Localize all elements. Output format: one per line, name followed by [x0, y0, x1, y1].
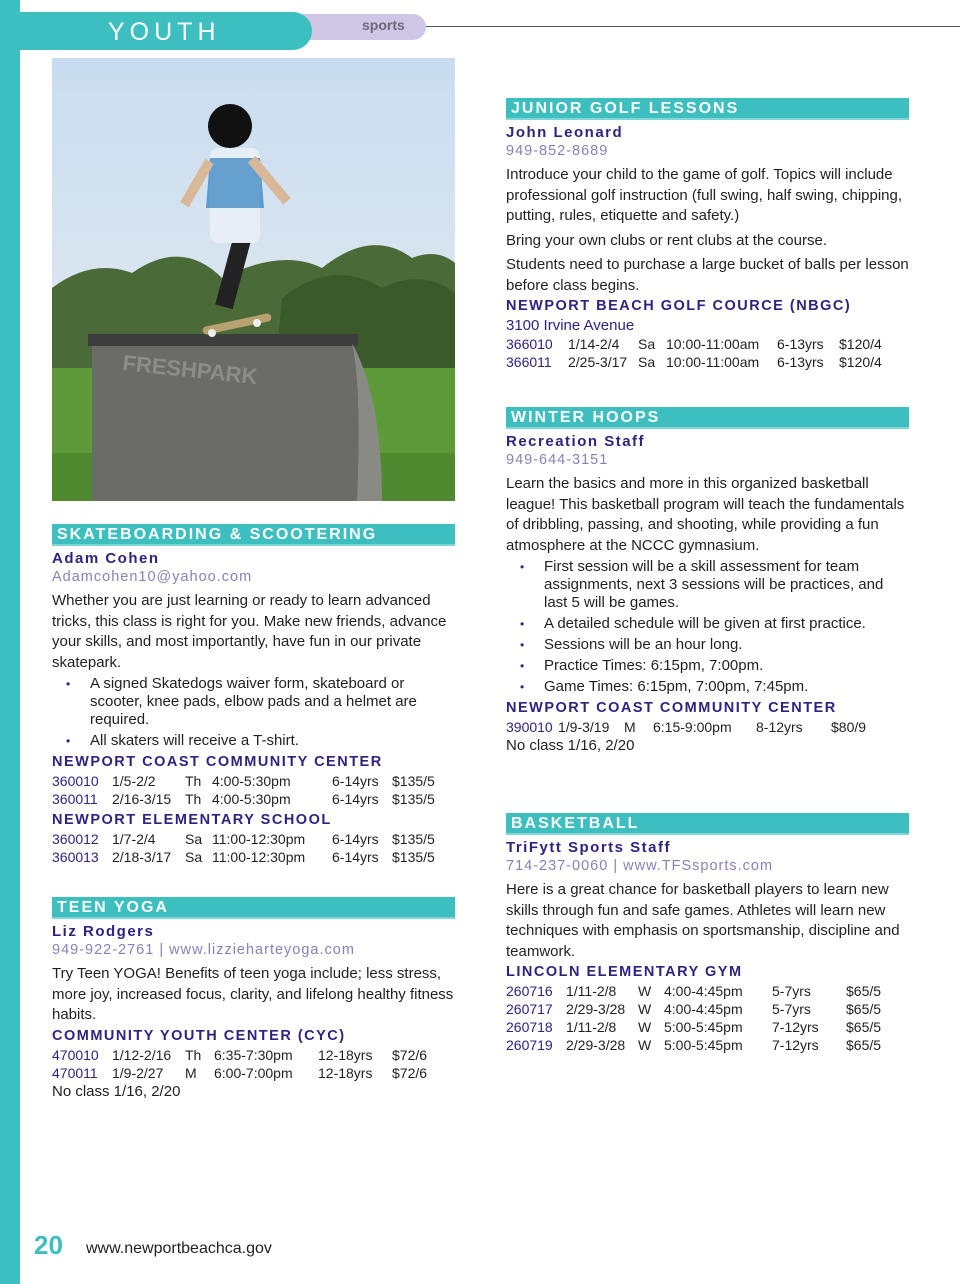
class-dates: 1/11-2/8	[566, 983, 617, 999]
class-code[interactable]: 470011	[52, 1064, 98, 1081]
list-item: • A detailed schedule will be given at first practice.	[506, 615, 909, 633]
class-time: 5:00-5:45pm	[664, 1037, 743, 1053]
class-day: M	[185, 1064, 197, 1081]
class-code[interactable]: 260719	[506, 1037, 553, 1053]
class-description: Try Teen YOGA! Benefits of teen yoga include; less stress, more joy, increased focus, clarity, and lifelong healthy fitness habits.	[52, 965, 454, 1023]
requirements-list	[52, 675, 455, 750]
schedule-note: No class 1/16, 2/20	[52, 1082, 181, 1100]
class-code[interactable]: 260716	[506, 983, 553, 999]
class-dates: 1/9-2/27	[112, 1064, 164, 1081]
class-fee: $135/5	[392, 773, 435, 789]
class-day: Sa	[638, 354, 656, 370]
list-item: • Practice Times: 6:15pm, 7:00pm.	[506, 657, 909, 675]
skateboarder-photo	[52, 58, 455, 501]
class-code[interactable]: 390010	[506, 719, 553, 735]
class-time: 10:00-11:00am	[666, 354, 760, 370]
class-day: Sa	[185, 849, 203, 865]
class-code[interactable]: 360010	[52, 773, 99, 789]
class-age: 6-13yrs	[777, 354, 824, 370]
list-item: • All skaters will receive a T-shirt.	[52, 732, 455, 750]
class-dates: 1/9-3/19	[558, 719, 610, 735]
teen-yoga-section	[52, 897, 455, 1101]
instructor-contact[interactable]: 949-922-2761 | www.lizzieharteyoga.com	[52, 942, 355, 958]
section-title: SKATEBOARDING & SCOOTERING	[52, 524, 455, 546]
schedule-row	[506, 335, 909, 353]
class-time: 4:00-5:30pm	[212, 773, 291, 789]
class-time: 6:15-9:00pm	[653, 719, 732, 735]
left-color-band	[0, 0, 20, 1284]
class-fee: $72/6	[392, 1064, 428, 1081]
schedule-row	[506, 982, 909, 1000]
class-time: 5:00-5:45pm	[664, 1019, 743, 1035]
class-day: Th	[185, 791, 202, 807]
class-dates: 2/25-3/17	[568, 354, 628, 370]
class-fee: $120/4	[839, 354, 882, 370]
section-title: TEEN YOGA	[52, 897, 455, 919]
schedule-row	[506, 1018, 909, 1036]
class-fee: $135/5	[392, 831, 435, 847]
location-name: LINCOLN ELEMENTARY GYM	[506, 964, 743, 980]
class-code[interactable]: 360011	[52, 791, 98, 807]
instructor-name: Adam Cohen	[52, 550, 160, 567]
schedule-row	[52, 830, 455, 848]
class-fee: $120/4	[839, 336, 882, 352]
class-day: Th	[185, 1046, 202, 1063]
instructor-name: Liz Rodgers	[52, 923, 155, 940]
class-fee: $80/9	[831, 719, 867, 735]
schedule-row	[506, 1036, 909, 1054]
class-time: 4:00-4:45pm	[664, 983, 743, 999]
class-day: W	[638, 1037, 652, 1053]
list-item: • Game Times: 6:15pm, 7:00pm, 7:45pm.	[506, 678, 909, 696]
class-dates: 1/12-2/16	[112, 1046, 172, 1063]
class-time: 4:00-5:30pm	[212, 791, 291, 807]
class-time: 6:00-7:00pm	[214, 1064, 293, 1081]
location-name: NEWPORT ELEMENTARY SCHOOL	[52, 812, 332, 828]
class-description: Whether you are just learning or ready to learn advanced tricks, this class is right for you. Make new friends, advance your skills, and most importantly, have fun in our private skatepark.	[52, 592, 447, 671]
schedule-row	[52, 772, 455, 790]
class-age: 6-14yrs	[332, 791, 379, 807]
class-code[interactable]: 366010	[506, 336, 553, 352]
class-day: W	[638, 983, 652, 999]
schedule-row	[506, 353, 909, 371]
section-title: WINTER HOOPS	[506, 407, 909, 429]
instructor-phone[interactable]: 949-644-3151	[506, 452, 609, 468]
class-age: 6-14yrs	[332, 773, 379, 789]
program-details-list	[506, 558, 909, 696]
instructor-contact[interactable]: 714-237-0060 | www.TFSsports.com	[506, 858, 774, 874]
location-name: NEWPORT COAST COMMUNITY CENTER	[506, 700, 837, 716]
schedule-row	[52, 1064, 455, 1082]
schedule-row	[52, 1046, 455, 1064]
class-dates: 1/14-2/4	[568, 336, 620, 352]
list-item: • Sessions will be an hour long.	[506, 636, 909, 654]
instructor-email[interactable]: Adamcohen10@yahoo.com	[52, 569, 253, 585]
class-code[interactable]: 366011	[506, 354, 552, 370]
class-age: 5-7yrs	[772, 983, 811, 999]
class-fee: $72/6	[392, 1046, 428, 1063]
class-description: Bring your own clubs or rent clubs at the course.	[506, 231, 827, 249]
winter-hoops-section	[506, 407, 909, 755]
class-fee: $135/5	[392, 791, 435, 807]
class-age: 8-12yrs	[756, 719, 803, 735]
instructor-name: Recreation Staff	[506, 433, 646, 450]
class-age: 12-18yrs	[318, 1064, 373, 1081]
class-fee: $65/5	[846, 1037, 882, 1053]
class-time: 6:35-7:30pm	[214, 1046, 293, 1063]
class-dates: 2/16-3/15	[112, 791, 172, 807]
class-time: 11:00-12:30pm	[212, 831, 306, 847]
class-fee: $65/5	[846, 983, 882, 999]
class-age: 6-14yrs	[332, 831, 379, 847]
class-day: W	[638, 1001, 652, 1017]
class-description: Introduce your child to the game of golf. Topics will include professional golf instruction (full swing, half swing, chipping, putting, rules, etiquette and safety.)	[506, 166, 903, 224]
class-day: Sa	[185, 831, 203, 847]
class-time: 10:00-11:00am	[666, 336, 760, 352]
class-day: Th	[185, 773, 202, 789]
class-age: 5-7yrs	[772, 1001, 811, 1017]
class-fee: $135/5	[392, 849, 435, 865]
class-fee: $65/5	[846, 1001, 882, 1017]
class-code[interactable]: 260718	[506, 1019, 553, 1035]
class-dates: 2/18-3/17	[112, 849, 172, 865]
class-dates: 2/29-3/28	[566, 1037, 626, 1053]
class-dates: 1/11-2/8	[566, 1019, 617, 1035]
class-description: Here is a great chance for basketball players to learn new skills through fun and safe games. Athletes will learn new techniques with emphasis on sportsmanship, discipline and teamwork.	[506, 881, 900, 960]
page-number: 20	[34, 1230, 63, 1260]
location-name: NEWPORT COAST COMMUNITY CENTER	[52, 754, 383, 770]
svg-text:FRESHPARK: FRESHPARK	[121, 350, 259, 390]
schedule-row	[52, 848, 455, 866]
class-day: Sa	[638, 336, 656, 352]
schedule-row	[506, 1000, 909, 1018]
schedule-row	[506, 718, 909, 736]
location-name: NEWPORT BEACH GOLF COURCE (NBGC)	[506, 298, 852, 314]
class-age: 7-12yrs	[772, 1019, 819, 1035]
class-code[interactable]: 360013	[52, 849, 99, 865]
instructor-phone[interactable]: 949-852-8689	[506, 143, 609, 159]
class-fee: $65/5	[846, 1019, 882, 1035]
page-title: YOUTH	[108, 18, 221, 46]
class-time: 4:00-4:45pm	[664, 1001, 743, 1017]
section-header-tab	[20, 12, 312, 50]
junior-golf-section	[506, 98, 909, 371]
class-description: Learn the basics and more in this organized basketball league! This basketball program will teach the fundamentals of dribbling, passing, and shooting, while providing a fun atmosphere at the NCCC gymnasium.	[506, 475, 905, 554]
list-item: • First session will be a skill assessment for team assignments, next 3 sessions will be practices, and last 5 will be games.	[506, 558, 909, 612]
instructor-name: John Leonard	[506, 124, 624, 141]
class-code[interactable]: 470010	[52, 1046, 99, 1063]
class-age: 6-14yrs	[332, 849, 379, 865]
class-time: 11:00-12:30pm	[212, 849, 306, 865]
list-item: • A signed Skatedogs waiver form, skateboard or scooter, knee pads, elbow pads and a helmet are required.	[52, 675, 455, 729]
class-dates: 2/29-3/28	[566, 1001, 626, 1017]
basketball-section	[506, 813, 909, 1054]
class-dates: 1/7-2/4	[112, 831, 156, 847]
class-code[interactable]: 260717	[506, 1001, 553, 1017]
skateboarding-section	[52, 524, 455, 866]
class-description: Students need to purchase a large bucket of balls per lesson before class begins.	[506, 256, 909, 294]
class-age: 12-18yrs	[318, 1046, 373, 1063]
location-name: COMMUNITY YOUTH CENTER (CYC)	[52, 1027, 346, 1044]
class-code[interactable]: 360012	[52, 831, 99, 847]
class-day: W	[638, 1019, 652, 1035]
class-age: 7-12yrs	[772, 1037, 819, 1053]
class-day: M	[624, 719, 636, 735]
header-rule	[426, 26, 960, 27]
instructor-name: TriFytt Sports Staff	[506, 839, 672, 856]
section-title: BASKETBALL	[506, 813, 909, 835]
schedule-row	[52, 790, 455, 808]
category-label: sports	[362, 17, 405, 33]
location-address: 3100 Irvine Avenue	[506, 317, 635, 334]
section-title: JUNIOR GOLF LESSONS	[506, 98, 909, 120]
website-link[interactable]: www.newportbeachca.gov	[86, 1240, 272, 1257]
schedule-note: No class 1/16, 2/20	[506, 737, 635, 754]
class-dates: 1/5-2/2	[112, 773, 156, 789]
class-age: 6-13yrs	[777, 336, 824, 352]
